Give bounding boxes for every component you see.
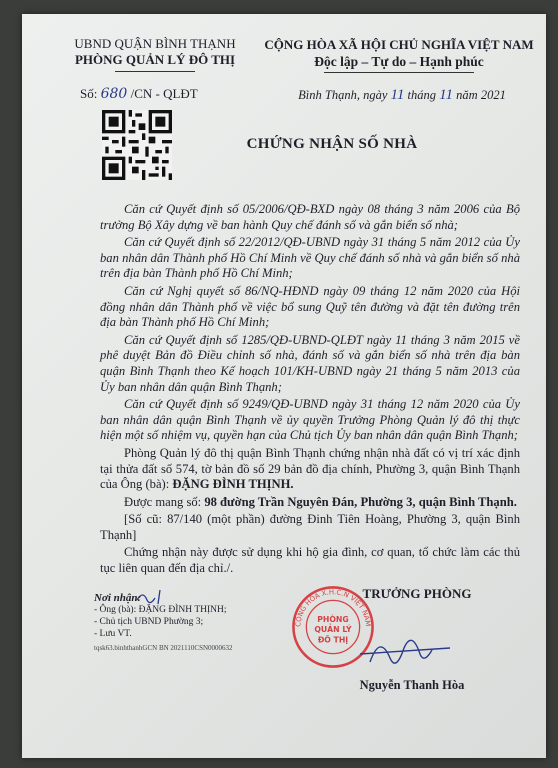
- recipient-item: - Ông (bà): ĐẶNG ĐÌNH THỊNH;: [94, 605, 227, 615]
- month-handwritten: 11: [439, 87, 454, 103]
- day-handwritten: 11: [390, 87, 405, 103]
- issuer-authority: UBND QUẬN BÌNH THẠNH: [74, 36, 236, 51]
- document-body: [100, 202, 520, 579]
- national-header: [254, 36, 544, 73]
- handwritten-signature-icon: [340, 632, 480, 672]
- signer-position: TRƯỞNG PHÒNG: [362, 586, 472, 601]
- doc-number-handwritten: 680: [100, 86, 128, 102]
- document-code: tqsk63.binhthanhGCN BN 2021110CSN0000632: [94, 644, 233, 652]
- seal-line-1: PHÒNG: [317, 614, 349, 624]
- place-date: [272, 87, 532, 104]
- issuer-underline: [115, 71, 195, 72]
- month-label: tháng: [407, 88, 437, 102]
- legal-basis-2: Căn cứ Quyết định số 22/2012/QĐ-UBND ngày 31 tháng 5 năm 2012 của Ủy ban nhân dân Thành phố Hồ Chí Minh về Quy chế đánh số nhà và gắn biển số nhà trên địa bàn Thành phố Hồ Chí Minh;: [100, 235, 520, 281]
- certification-statement: [100, 446, 520, 493]
- document-title: CHỨNG NHẬN SỐ NHÀ: [246, 136, 418, 152]
- legal-basis-5: Căn cứ Quyết định số 9249/QĐ-UBND ngày 31 tháng 12 năm 2020 của Ủy ban nhân dân quận Bình Thạnh về ủy quyền Trưởng Phòng Quản lý đô thị thực hiện một số nhiệm vụ, quyền hạn của Chủ tịch Ủy ban nhân dân quận Bình Thạnh;: [100, 397, 520, 443]
- seal-ring-text: CỘNG HÒA X.H.C.N VIỆT NAM: [294, 588, 372, 628]
- qr-code-icon: [102, 110, 172, 180]
- recipient-item: - Lưu VT.: [94, 629, 132, 639]
- place-prefix: Bình Thạnh, ngày: [298, 88, 388, 102]
- motto-underline: [324, 72, 474, 73]
- document-number: [80, 86, 198, 102]
- seal-line-2: QUẢN LÝ: [314, 625, 352, 635]
- legal-basis-1: Căn cứ Quyết định số 05/2006/QĐ-BXD ngày 08 tháng 3 năm 2006 của Bộ trưởng Bộ Xây dựng về ban hành Quy chế đánh số và gắn biển số nhà;: [100, 202, 520, 232]
- issuer-block: [50, 36, 260, 72]
- nation-title: CỘNG HÒA XÃ HỘI CHỦ NGHĨA VIỆT NAM: [264, 37, 534, 52]
- nation-motto: Độc lập – Tự do – Hạnh phúc: [314, 54, 484, 69]
- doc-number-suffix: /CN - QLĐT: [130, 86, 198, 101]
- document-page: [22, 14, 546, 758]
- recipients-block: [94, 592, 294, 654]
- address-label: Được mang số:: [124, 494, 202, 509]
- recipient-item: - Chủ tịch UBND Phường 3;: [94, 617, 204, 627]
- legal-basis-4: Căn cứ Quyết định số 1285/QĐ-UBND-QLĐT ngày 11 tháng 3 năm 2015 về phê duyệt Bản đồ Điều chỉnh số nhà, đánh số và gắn biển số nhà trên địa bàn quận Bình Thạnh theo Kế hoạch 101/KH-UBND ngày 21 tháng 5 năm 2013 của Ủy ban nhân dân quận Bình Thạnh;: [100, 332, 520, 394]
- seal-line-3: ĐÔ THỊ: [317, 635, 349, 645]
- address-line: [100, 495, 520, 511]
- signer-name: Nguyễn Thanh Hòa: [359, 678, 465, 692]
- old-number: [Số cũ: 87/140 (một phần) đường Đinh Tiên Hoàng, Phường 3, quận Bình Thạnh]: [100, 512, 520, 542]
- usage-note: Chứng nhận này được sử dụng khi hộ gia đình, cơ quan, tổ chức làm các thủ tục liên quan đến địa chỉ./.: [100, 545, 520, 576]
- certify-text: Phòng Quản lý đô thị quận Bình Thạnh chứng nhận nhà đất có vị trí xác định tại thửa đất số 574, tờ bản đồ số 29 bản đồ địa chính, Phường 3, quận Bình Thạnh của Ông (bà):: [100, 445, 520, 492]
- recipients-title: Nơi nhận:: [94, 592, 142, 604]
- address-value: 98 đường Trần Nguyên Đán, Phường 3, quận Bình Thạnh.: [204, 494, 517, 509]
- year-label: năm 2021: [456, 88, 506, 102]
- doc-number-prefix: Số:: [80, 86, 98, 101]
- owner-name: ĐẶNG ĐÌNH THỊNH.: [172, 477, 294, 492]
- legal-basis-3: Căn cứ Nghị quyết số 86/NQ-HĐND ngày 09 tháng 12 năm 2020 của Hội đồng nhân dân Thành phố về việc bổ sung Quỹ tên đường và đặt tên đường trên địa bàn Thành phố Hồ Chí Minh;: [100, 283, 520, 330]
- issuer-office: PHÒNG QUẢN LÝ ĐÔ THỊ: [74, 52, 236, 67]
